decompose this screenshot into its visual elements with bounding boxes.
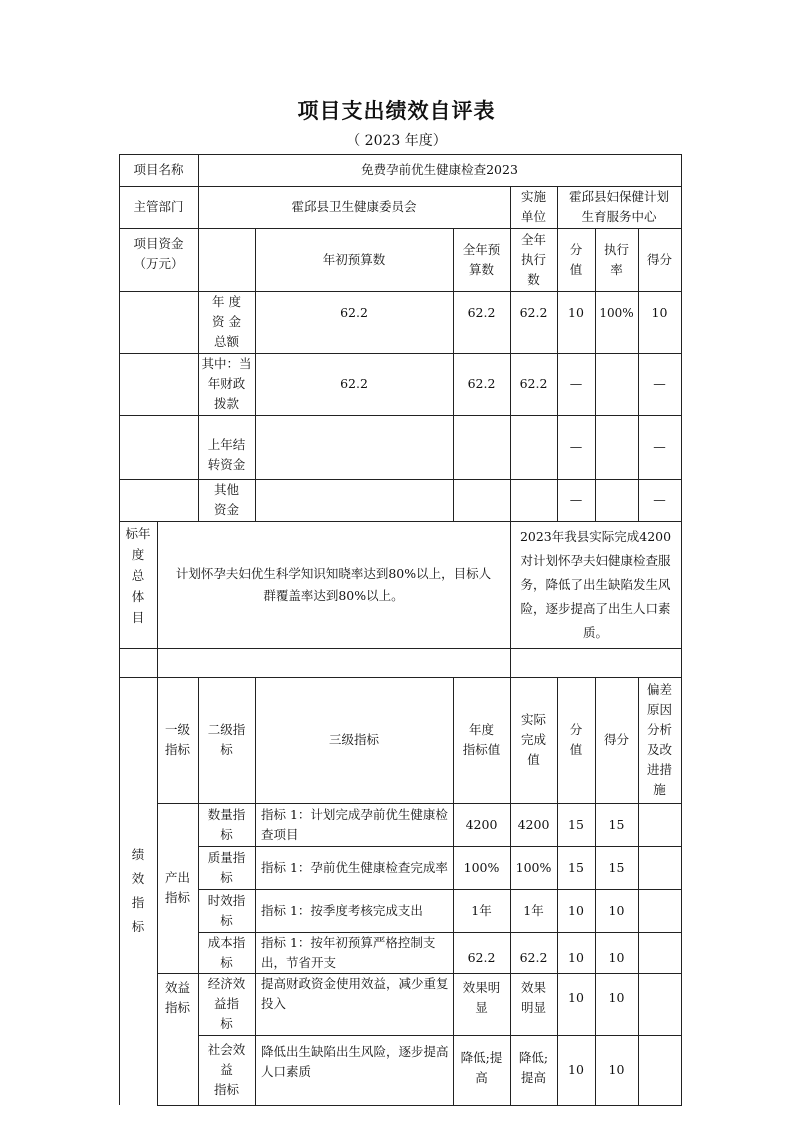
funds-rate: 100% (599, 306, 634, 320)
ind-score: 10 (608, 1062, 625, 1077)
ind-target: 62.2 (467, 949, 496, 965)
ind-level2: 成本指 标 (207, 934, 246, 970)
ind-header-level3: 三级指标 (328, 732, 379, 747)
ind-score-value: 15 (568, 816, 584, 832)
ind-actual: 效果 明显 (520, 980, 546, 1015)
ind-level3: 提高财政资金使用效益，减少重复投入 (261, 976, 449, 1011)
ind-header-level2: 二级指 标 (207, 722, 246, 757)
ind-header-score-value: 分 值 (569, 722, 583, 757)
ind-score: 15 (608, 859, 625, 875)
ind-level3: 指标 1：按年初预算严格控制支出，节省开支 (261, 934, 436, 970)
ind-header-level1: 一级 指标 (164, 722, 190, 757)
project-name-label: 项目名称 (133, 162, 184, 177)
ind-level2: 经济效 益指 标 (207, 976, 246, 1031)
ind-actual: 100% (515, 859, 552, 875)
ind-score: 10 (608, 949, 625, 965)
funds-initial (255, 479, 453, 521)
funds-rate (595, 415, 638, 479)
ind-level3: 指标 1：孕前优生健康检查完成率 (261, 859, 448, 875)
funds-col-initial: 年初预算数 (322, 251, 386, 267)
funds-score: — (653, 376, 666, 391)
funds-score: 10 (651, 305, 668, 320)
funds-initial: 62.2 (340, 376, 368, 391)
goals-label: 标年 度 总 体 目 (125, 526, 151, 625)
dept-label: 主管部门 (133, 199, 184, 214)
ind-score-value: 15 (568, 859, 584, 875)
funds-col-annual: 全年预 算数 (462, 241, 501, 277)
ind-benefit-label: 效益 指标 (164, 980, 190, 1015)
funds-score: — (653, 439, 666, 454)
ind-target: 100% (463, 859, 500, 875)
indicators-section-label: 绩 效 指 标 (131, 847, 145, 934)
ind-header-deviation: 偏差 原因 分析 及改 进措 施 (646, 682, 672, 797)
ind-target: 效果明 显 (462, 980, 501, 1015)
ind-level2: 数量指 标 (207, 806, 246, 842)
funds-executed: 62.2 (519, 305, 548, 320)
funds-row-label: 年 度 资 金 总额 (212, 294, 241, 349)
funds-col-score-value: 分 值 (569, 241, 583, 277)
funds-row-label: 上年结 转资金 (207, 436, 246, 472)
ind-level3: 指标 1：按季度考核完成支出 (261, 902, 423, 918)
ind-score-value: 10 (568, 990, 584, 1005)
ind-target: 1年 (471, 902, 492, 918)
funds-executed: 62.2 (519, 376, 548, 391)
funds-label: 项目资金 （万元） (133, 236, 184, 271)
ind-actual: 4200 (517, 816, 550, 832)
page-title: 项目支出绩效自评表 (297, 98, 496, 123)
funds-rate (595, 479, 638, 521)
funds-score-value: — (569, 439, 583, 454)
ind-score-value: 10 (568, 1062, 584, 1077)
goals-planned: 计划怀孕夫妇优生科学知识知晓率达到80%以上，目标人群覆盖率达到80%以上。 (175, 565, 492, 603)
funds-annual: 62.2 (467, 376, 496, 391)
impl-unit-label: 实施 单位 (520, 189, 546, 224)
funds-annual (453, 415, 510, 479)
funds-col-executed: 全年 执行 数 (520, 231, 546, 287)
ind-level2: 社会效 益 指标 (207, 1042, 246, 1097)
dept-value: 霍邱县卫生健康委员会 (291, 199, 417, 214)
ind-target: 4200 (465, 816, 498, 832)
funds-score: — (653, 492, 666, 507)
funds-col-score: 得分 (646, 251, 672, 267)
funds-executed (510, 415, 557, 479)
impl-unit-value: 霍邱县妇保健计划 生育服务中心 (568, 189, 669, 224)
ind-actual: 1年 (523, 902, 544, 918)
ind-level3: 指标 1：计划完成孕前优生健康检查项目 (261, 806, 448, 842)
funds-initial (255, 415, 453, 479)
ind-level2: 时效指 标 (207, 892, 246, 928)
ind-target: 降低;提 高 (460, 1050, 503, 1085)
funds-row-label: 其他 资金 (213, 482, 239, 517)
funds-row-label: 其中：当 年财政 拨款 (201, 356, 252, 411)
ind-score: 15 (608, 816, 625, 832)
funds-annual: 62.2 (467, 305, 496, 320)
ind-actual: 62.2 (519, 949, 548, 965)
ind-header-score: 得分 (603, 732, 629, 747)
funds-col-rate: 执行 率 (603, 241, 629, 277)
funds-executed (510, 479, 557, 521)
project-name-value: 免费孕前优生健康检查2023 (361, 162, 518, 177)
ind-header-actual: 实际 完成 值 (520, 712, 546, 767)
ind-actual: 降低; 提高 (518, 1050, 549, 1085)
funds-rate (595, 353, 638, 415)
ind-score-value: 10 (568, 902, 584, 918)
funds-score-value: 10 (568, 305, 584, 320)
funds-score-value: — (569, 376, 583, 391)
ind-output-label: 产出 指标 (164, 870, 190, 905)
ind-level3: 降低出生缺陷出生风险，逐步提高人口素质 (261, 1044, 449, 1079)
goals-actual: 2023年我县实际完成4200对计划怀孕夫妇健康检查服务，降低了出生缺陷发生风险，逐步提高了出生人口素质。 (519, 528, 672, 640)
ind-score: 10 (608, 902, 625, 918)
funds-annual (453, 479, 510, 521)
ind-score-value: 10 (568, 949, 584, 965)
ind-level2: 质量指 标 (207, 849, 246, 885)
funds-initial: 62.2 (340, 305, 368, 320)
ind-score: 10 (608, 990, 625, 1005)
ind-header-target: 年度 指标值 (462, 722, 501, 757)
funds-score-value: — (569, 492, 583, 507)
page-subtitle: （ 2023 年度） (346, 133, 447, 149)
